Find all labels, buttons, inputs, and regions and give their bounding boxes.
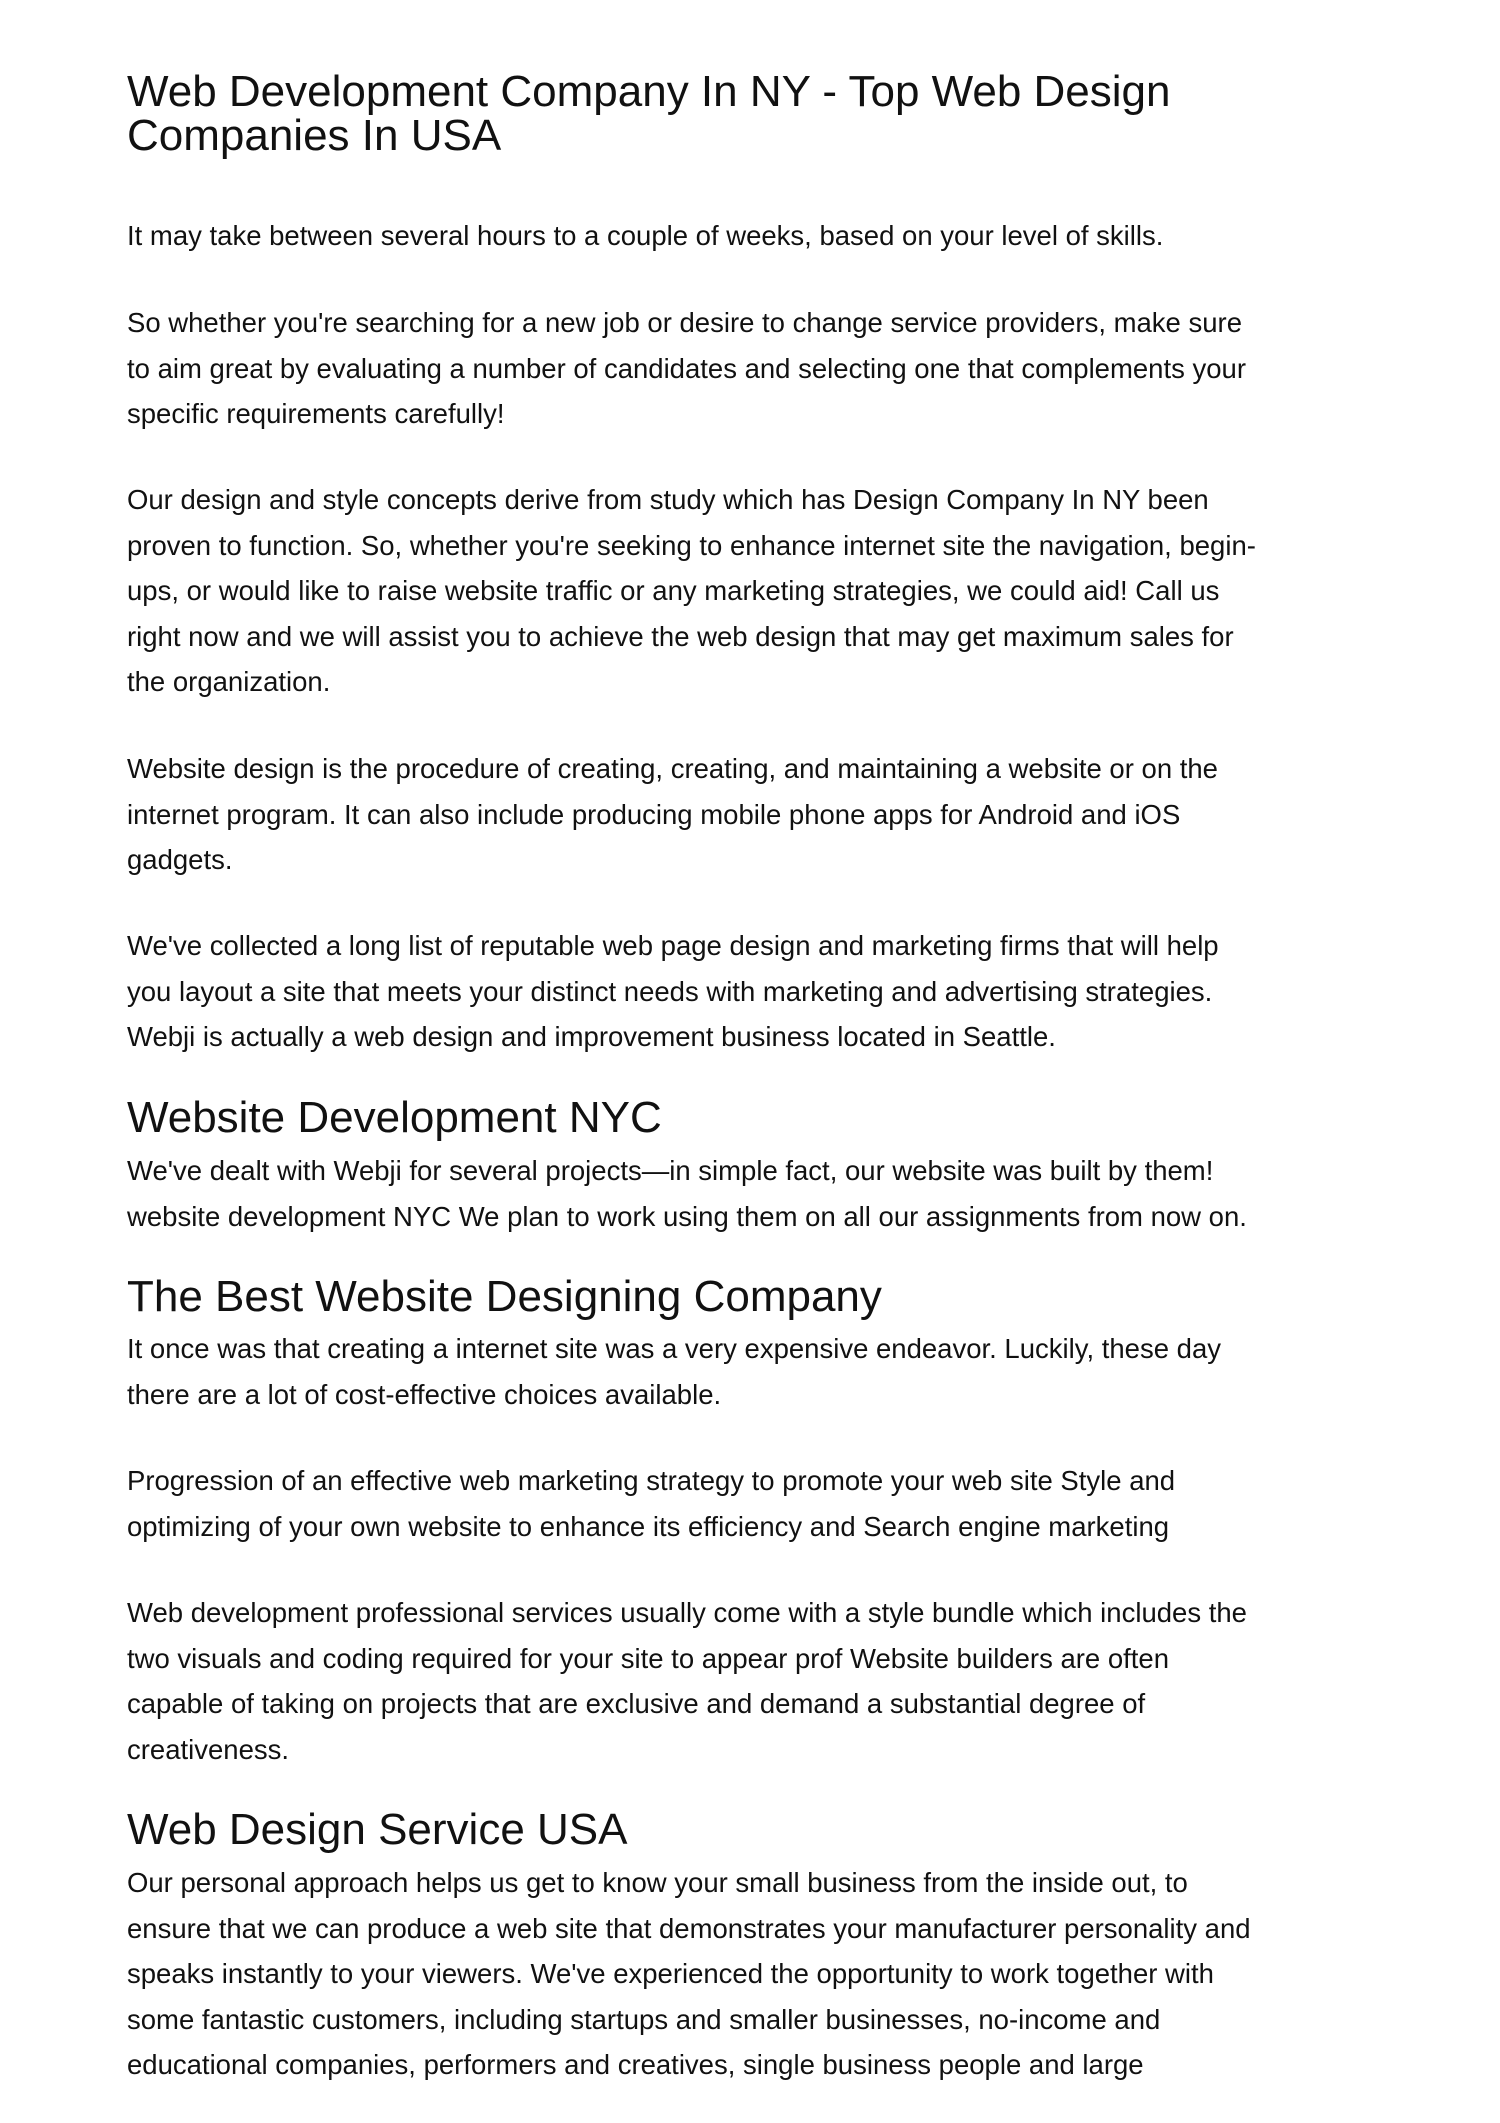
paragraph xyxy=(127,746,1387,883)
text-line: some fantastic customers, including startups and smaller businesses, no-income and xyxy=(127,2003,1161,2035)
title-line: Web Development Company In NY - Top Web Design xyxy=(127,67,1171,116)
text-line: there are a lot of cost-effective choices available. xyxy=(127,1378,722,1410)
paragraph xyxy=(127,1458,1387,1549)
text-line: creativeness. xyxy=(127,1733,290,1765)
text-line: We've collected a long list of reputable web page design and marketing firms that will help xyxy=(127,930,1219,961)
section-heading: Website Development NYC xyxy=(127,1093,662,1142)
text-line: two visuals and coding required for your site to appear prof Website builders are often xyxy=(127,1642,1170,1674)
text-line: Progression of an effective web marketing strategy to promote your web site Style and xyxy=(127,1465,1176,1496)
text-line: Website design is the procedure of creating, creating, and maintaining a website or on the xyxy=(127,753,1218,784)
text-line: capable of taking on projects that are exclusive and demand a substantial degree of xyxy=(127,1688,1146,1720)
text-line: the organization. xyxy=(127,666,331,698)
text-line: Our personal approach helps us get to know your small business from the inside out, to xyxy=(127,1867,1188,1898)
text-line: right now and we will assist you to achieve the web design that may get maximum sales for xyxy=(127,620,1234,652)
text-line: you layout a site that meets your distinct needs with marketing and advertising strategies. xyxy=(127,975,1213,1007)
text-line: gadgets. xyxy=(127,844,233,876)
section-heading: Web Design Service USA xyxy=(127,1805,628,1854)
text-line: optimizing of your own website to enhance its efficiency and Search engine marketing xyxy=(127,1510,1170,1542)
text-line: So whether you're searching for a new job or desire to change service providers, make sure xyxy=(127,307,1242,338)
paragraph xyxy=(127,213,1387,259)
text-line: We've dealt with Webji for several projects—in simple fact, our website was built by them! xyxy=(127,1155,1214,1186)
text-line: to aim great by evaluating a number of candidates and selecting one that complements your xyxy=(127,352,1247,384)
text-line: ensure that we can produce a web site that demonstrates your manufacturer personality and xyxy=(127,1912,1251,1944)
text-line: Our design and style concepts derive from study which has Design Company In NY been xyxy=(127,484,1209,515)
text-line: speaks instantly to your viewers. We've experienced the opportunity to work together with xyxy=(127,1958,1214,1990)
text-line: Webji is actually a web design and improvement business located in Seattle. xyxy=(127,1021,1056,1053)
paragraph xyxy=(127,1148,1387,1239)
text-line: website development NYC We plan to work using them on all our assignments from now on. xyxy=(127,1200,1247,1232)
page-title xyxy=(127,67,1387,160)
paragraph xyxy=(127,1326,1387,1417)
text-line: It once was that creating a internet site was a very expensive endeavor. Luckily, these day xyxy=(127,1333,1221,1364)
paragraph xyxy=(127,1860,1387,2088)
paragraph xyxy=(127,300,1387,437)
text-line: educational companies, performers and creatives, single business people and large xyxy=(127,2049,1144,2081)
text-line: proven to function. So, whether you're seeking to enhance internet site the navigation, begin- xyxy=(127,529,1256,561)
paragraph xyxy=(127,477,1387,705)
paragraph xyxy=(127,923,1387,1060)
section-heading: The Best Website Designing Company xyxy=(127,1272,882,1321)
text-line: specific requirements carefully! xyxy=(127,398,505,430)
text-line: internet program. It can also include producing mobile phone apps for Android and iOS xyxy=(127,798,1181,830)
paragraph xyxy=(127,1590,1387,1772)
title-line: Companies In USA xyxy=(127,111,502,160)
text-line: It may take between several hours to a couple of weeks, based on your level of skills. xyxy=(127,220,1164,251)
text-line: ups, or would like to raise website traffic or any marketing strategies, we could aid! Call us xyxy=(127,575,1220,607)
text-line: Web development professional services usually come with a style bundle which includes the xyxy=(127,1597,1247,1628)
